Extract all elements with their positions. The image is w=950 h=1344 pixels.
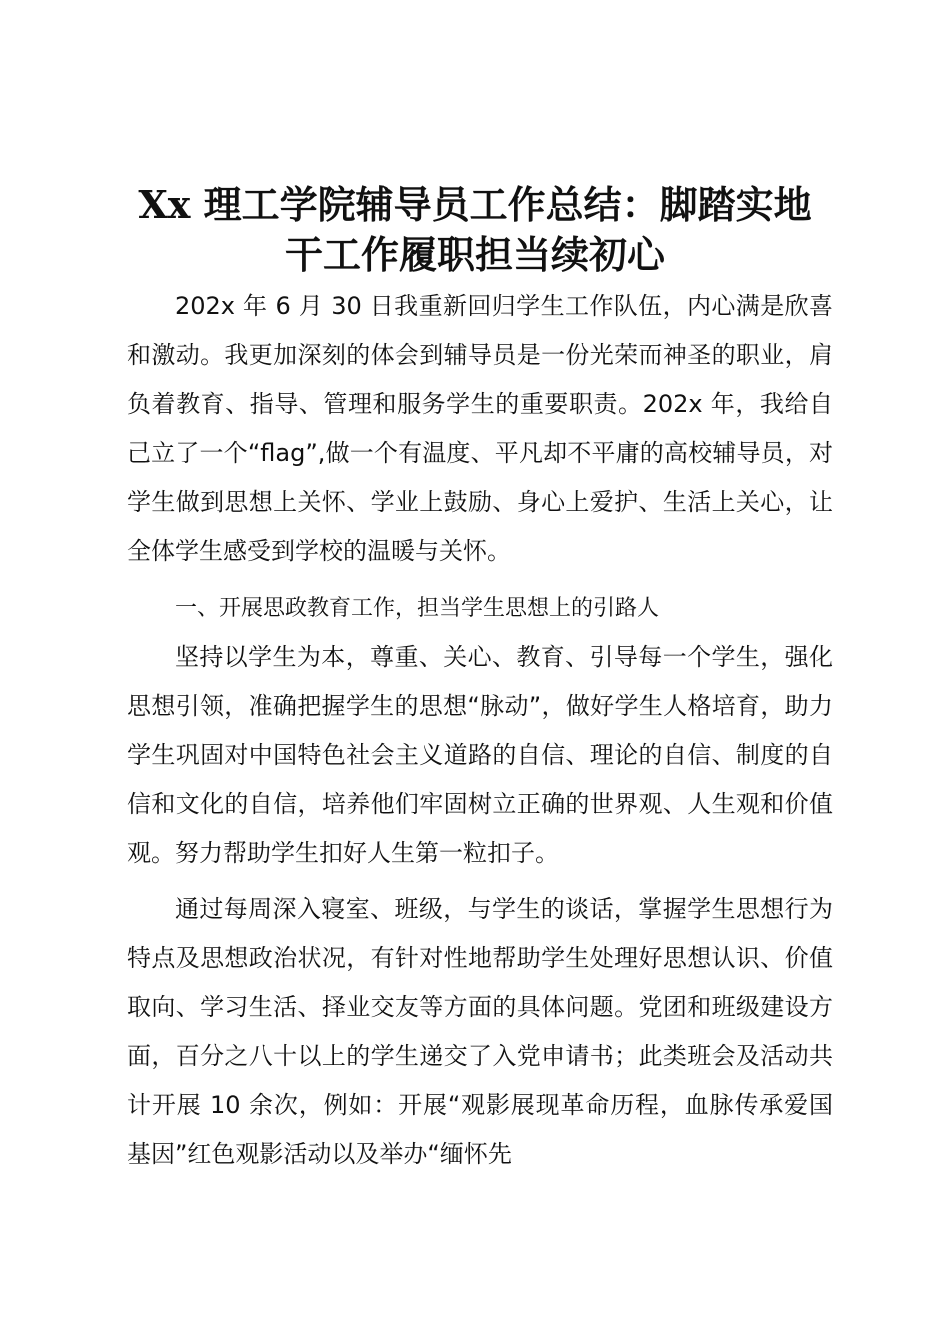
document-title: Xx 理工学院辅导员工作总结：脚踏实地干工作履职担当续初心 [138,182,812,277]
paragraph-activities: 通过每周深入寝室、班级，与学生的谈话，掌握学生思想行为特点及思想政治状况，有针对性地帮助学生处理好思想认识、价值取向、学习生活、择业交友等方面的具体问题。党团和班级建设方面，百分之八十以上的学生递交了入党申请书；此类班会及活动共计开展 10 余次，例如：开展“观影展现革命历程，血脉传承爱国基因”红色观影活动以及举办“缅怀先 [127,895,833,1168]
paragraph-ideology: 坚持以学生为本，尊重、关心、教育、引导每一个学生，强化思想引领，准确把握学生的思想“脉动”，做好学生人格培育，助力学生巩固对中国特色社会主义道路的自信、理论的自信、制度的自信和文化的自信，培养他们牢固树立正确的世界观、人生观和价值观。努力帮助学生扣好人生第一粒扣子。 [127,643,833,867]
paragraph-intro: 202x 年 6 月 30 日我重新回归学生工作队伍，内心满是欣喜和激动。我更加深刻的体会到辅导员是一份光荣而神圣的职业，肩负着教育、指导、管理和服务学生的重要职责。202x 年，我给自己立了一个“flag”,做一个有温度、平凡却不平庸的高校辅导员，对学生做到思想上关怀、学业上鼓励、身心上爱护、生活上关心，让全体学生感受到学校的温暖与关怀。 [127,292,833,565]
section-heading-1: 一、开展思政教育工作，担当学生思想上的引路人 [175,596,660,621]
document-body [127,282,833,1179]
